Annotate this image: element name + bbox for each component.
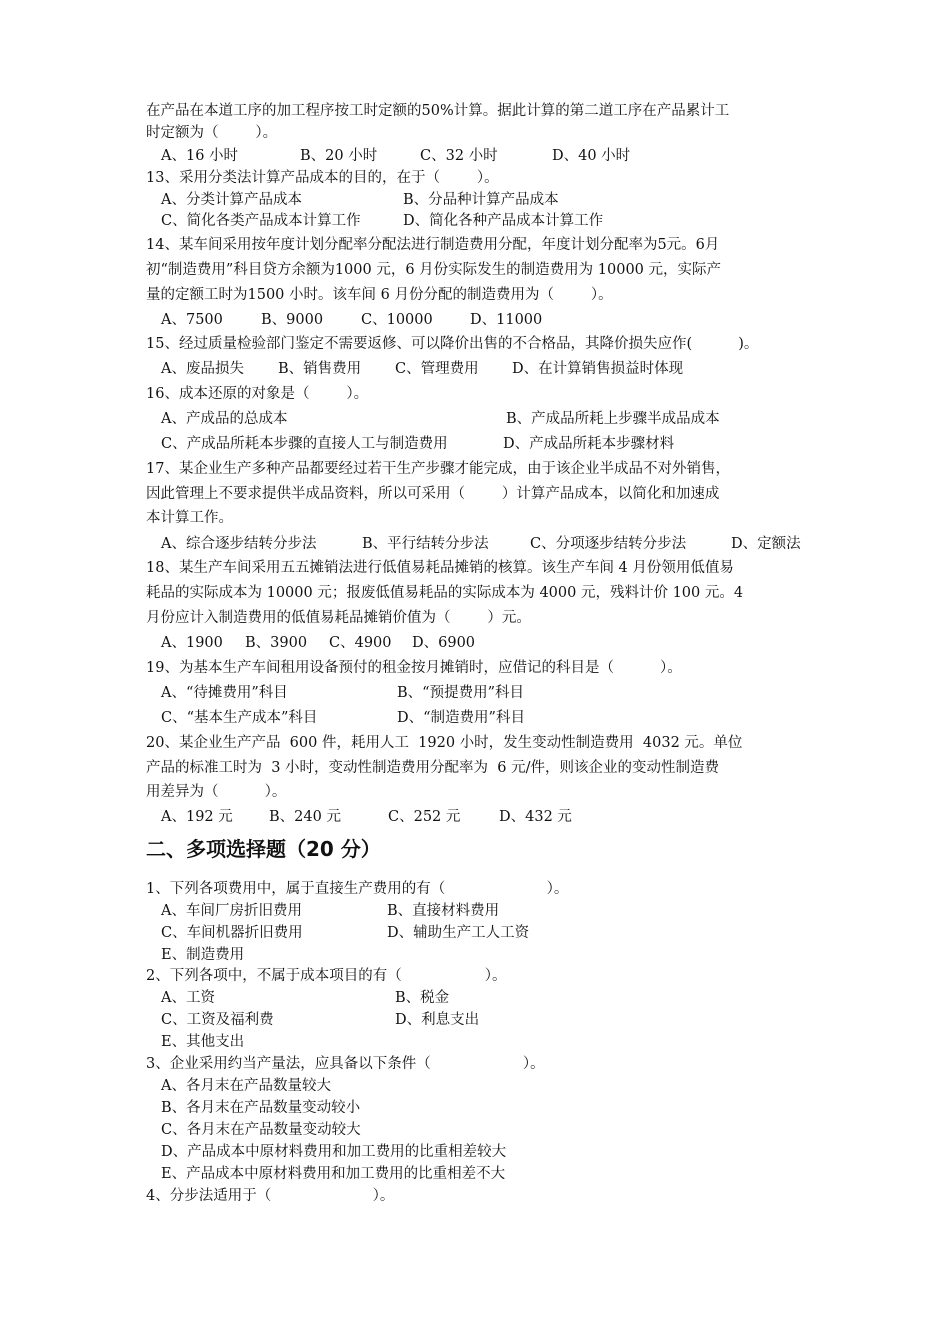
- q18-stem-line-3: 月份应计入制造费用的低值易耗品摊销价值为（ ）元。: [146, 610, 531, 626]
- mq1-option-b: B、直接材料费用: [387, 903, 500, 919]
- q20-option-d: D、432 元: [499, 809, 572, 825]
- q14-option-a: A、7500: [161, 312, 223, 328]
- q16-option-b: B、产成品所耗上步骤半成品成本: [506, 411, 720, 427]
- mq3-option-e: E、产品成本中原材料费用和加工费用的比重相差不大: [161, 1166, 506, 1182]
- mq3-option-c: C、各月末在产品数量变动较大: [161, 1122, 361, 1138]
- q15-option-c: C、管理费用: [395, 361, 479, 377]
- q14-option-c: C、10000: [361, 312, 433, 328]
- mq3-option-d: D、产品成本中原材料费用和加工费用的比重相差较大: [161, 1144, 507, 1160]
- q18-stem-line-2: 耗品的实际成本为 10000 元；报废低值易耗品的实际成本为 4000 元，残料计价 100 元。4: [146, 585, 744, 601]
- q17-option-b: B、平行结转分步法: [362, 536, 489, 552]
- q18-stem-line-1: 18、某生产车间采用五五摊销法进行低值易耗品摊销的核算。该生产车间 4 月份领用低值易: [146, 560, 734, 576]
- q13-option-b: B、分品种计算产品成本: [403, 192, 559, 208]
- mq1-option-d: D、辅助生产工人工资: [387, 925, 530, 941]
- mq1-option-a: A、车间厂房折旧费用: [161, 903, 302, 919]
- q20-option-b: B、240 元: [269, 809, 341, 825]
- q12-stem-line-2: 时定额为（ ）。: [146, 125, 278, 141]
- q15-option-a: A、废品损失: [161, 361, 244, 377]
- q20-stem-line-3: 用差异为（ ）。: [146, 784, 287, 800]
- q18-option-a: A、1900: [161, 635, 223, 651]
- q19-option-d: D、“制造费用”科目: [397, 710, 525, 726]
- q17-stem-line-1: 17、某企业生产多种产品都要经过若干生产步骤才能完成，由于该企业半成品不对外销售，: [146, 461, 730, 477]
- mq1-option-e: E、制造费用: [161, 947, 245, 963]
- q12-stem-line-1: 在产品在本道工序的加工程序按工时定额的50%计算。据此计算的第二道工序在产品累计工: [146, 103, 730, 119]
- mq2-option-a: A、工资: [161, 990, 215, 1006]
- q16-stem: 16、成本还原的对象是（ ）。: [146, 386, 369, 402]
- q13-option-c: C、简化各类产品成本计算工作: [161, 213, 361, 229]
- q19-option-c: C、“基本生产成本”科目: [161, 710, 318, 726]
- q12-option-d: D、40 小时: [552, 148, 631, 164]
- q20-option-a: A、192 元: [161, 809, 233, 825]
- q14-stem-line-1: 14、某车间采用按年度计划分配率分配法进行制造费用分配，年度计划分配率为5元。6月: [146, 237, 720, 253]
- mq2-option-d: D、利息支出: [395, 1012, 480, 1028]
- mq1-stem: 1、下列各项费用中，属于直接生产费用的有（ ）。: [146, 881, 569, 897]
- q20-option-c: C、252 元: [388, 809, 461, 825]
- q17-option-c: C、分项逐步结转分步法: [530, 536, 687, 552]
- q13-stem: 13、采用分类法计算产品成本的目的，在于（ ）。: [146, 170, 499, 186]
- q18-option-d: D、6900: [412, 635, 476, 651]
- q15-option-b: B、销售费用: [278, 361, 362, 377]
- q19-option-a: A、“待摊费用”科目: [161, 685, 288, 701]
- section-heading-multiple-choice: 二、多项选择题（20 分）: [146, 837, 381, 861]
- q17-stem-line-2: 因此管理上不要求提供半成品资料，所以可采用（ ）计算产品成本，以简化和加速成: [146, 486, 720, 502]
- q17-option-a: A、综合逐步结转分步法: [161, 536, 317, 552]
- q14-option-b: B、9000: [261, 312, 324, 328]
- q17-option-d: D、定额法: [731, 536, 801, 552]
- q14-stem-line-3: 量的定额工时为1500 小时。该车间 6 月份分配的制造费用为（ ）。: [146, 287, 613, 303]
- q12-option-a: A、16 小时: [161, 148, 239, 164]
- mq4-stem: 4、分步法适用于（ ）。: [146, 1188, 395, 1204]
- mq1-option-c: C、车间机器折旧费用: [161, 925, 303, 941]
- q20-stem-line-2: 产品的标准工时为 3 小时，变动性制造费用分配率为 6 元/件，则该企业的变动性制造费: [146, 760, 719, 776]
- mq2-option-b: B、税金: [395, 990, 450, 1006]
- q12-option-c: C、32 小时: [420, 148, 498, 164]
- q18-option-c: C、4900: [329, 635, 392, 651]
- q12-option-b: B、20 小时: [300, 148, 378, 164]
- mq3-option-a: A、各月末在产品数量较大: [161, 1078, 331, 1094]
- mq2-stem: 2、下列各项中，不属于成本项目的有（ ）。: [146, 968, 507, 984]
- mq3-stem: 3、企业采用约当产量法，应具备以下条件（ ）。: [146, 1056, 545, 1072]
- q16-option-d: D、产成品所耗本步骤材料: [503, 436, 675, 452]
- q14-option-d: D、11000: [470, 312, 543, 328]
- q16-option-a: A、产成品的总成本: [161, 411, 288, 427]
- q15-option-d: D、在计算销售损益时体现: [512, 361, 684, 377]
- mq3-option-b: B、各月末在产品数量变动较小: [161, 1100, 361, 1116]
- q16-option-c: C、产成品所耗本步骤的直接人工与制造费用: [161, 436, 448, 452]
- q13-option-a: A、分类计算产品成本: [161, 192, 302, 208]
- mq2-option-e: E、其他支出: [161, 1034, 245, 1050]
- q13-option-d: D、简化各种产品成本计算工作: [403, 213, 604, 229]
- q19-stem: 19、为基本生产车间租用设备预付的租金按月摊销时，应借记的科目是（ ）。: [146, 660, 682, 676]
- q17-stem-line-3: 本计算工作。: [146, 510, 233, 526]
- q14-stem-line-2: 初“制造费用”科目贷方余额为1000 元，6 月份实际发生的制造费用为 10000 元，实际产: [146, 262, 722, 278]
- q18-option-b: B、3900: [245, 635, 308, 651]
- q19-option-b: B、“预提费用”科目: [397, 685, 524, 701]
- q20-stem-line-1: 20、某企业生产产品 600 件，耗用人工 1920 小时，发生变动性制造费用 4032 元。单位: [146, 735, 743, 751]
- mq2-option-c: C、工资及福利费: [161, 1012, 274, 1028]
- q15-stem: 15、经过质量检验部门鉴定不需要返修、可以降价出售的不合格品，其降价损失应作( )。: [146, 336, 759, 352]
